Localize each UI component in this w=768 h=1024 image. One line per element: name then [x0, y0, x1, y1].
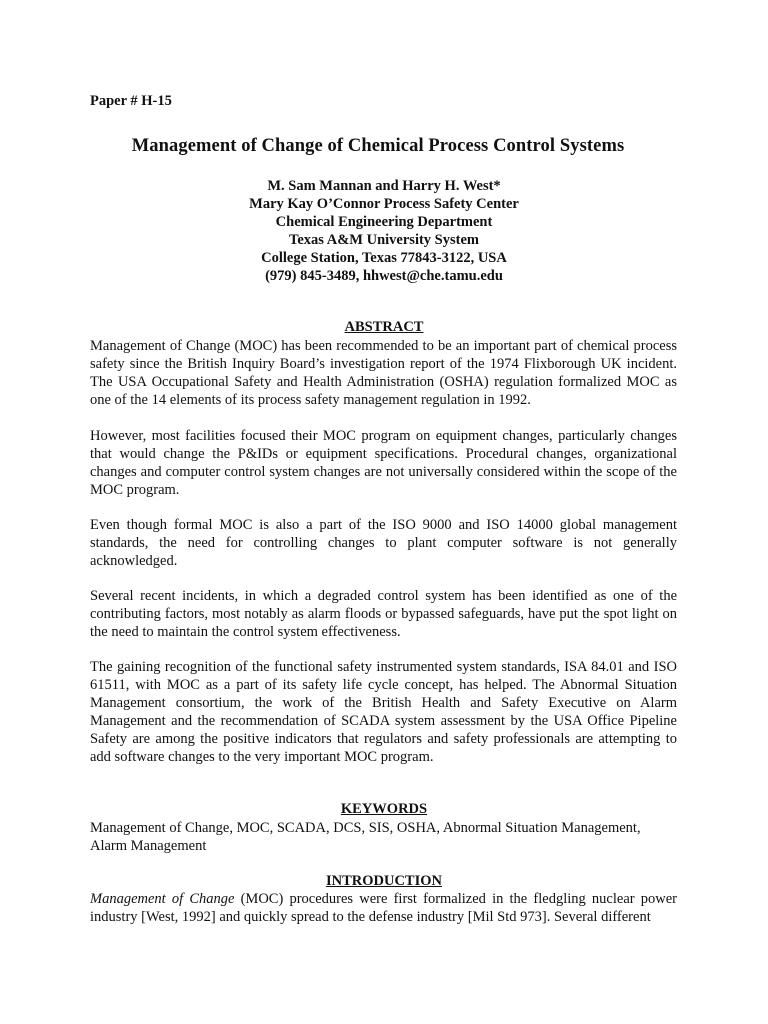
author-affiliation-center: Mary Kay O’Connor Process Safety Center — [249, 196, 519, 212]
author-affiliation-department: Chemical Engineering Department — [275, 214, 493, 230]
abstract-heading: ABSTRACT — [344, 319, 424, 335]
author-names: M. Sam Mannan and Harry H. West* — [267, 178, 501, 194]
author-address: College Station, Texas 77843-3122, USA — [261, 250, 507, 266]
author-affiliation-university: Texas A&M University System — [289, 232, 479, 248]
abstract-paragraph: Several recent incidents, in which a degraded control system has been identified as one of the contributing factors, most notably as alarm floods or bypassed safeguards, have put the spot light on the need to maintain the control system effectiveness. — [90, 588, 677, 640]
author-contact: (979) 845-3489, hhwest@che.tamu.edu — [265, 268, 503, 284]
introduction-heading: INTRODUCTION — [325, 873, 442, 889]
abstract-paragraph: Even though formal MOC is also a part of the ISO 9000 and ISO 14000 global management standards, the need for controlling changes to plant computer software is not generally acknowledged. — [90, 517, 677, 569]
abstract-paragraph: The gaining recognition of the functional safety instrumented system standards, ISA 84.01 and ISO 61511, with MOC as a part of its safety life cycle concept, has helped. The Abnormal Situation Management consortium, the work of the British Health and Safety Executive on Alarm Management and the recommendation of SCADA system assessment by the USA Office Pipeline Safety are among the positive indicators that regulators and safety professionals are attempting to add software changes to the very important MOC program. — [90, 659, 677, 765]
abstract-paragraph: However, most facilities focused their MOC program on equipment changes, particularly changes that would change the P&IDs or equipment specifications. Procedural changes, organizational changes and computer control system changes are not universally considered within the scope of the MOC program. — [90, 428, 677, 498]
abstract-paragraph: Management of Change (MOC) has been recommended to be an important part of chemical process safety since the British Inquiry Board’s investigation report of the 1974 Flixborough UK incident. The USA Occupational Safety and Health Administration (OSHA) regulation formalized MOC as one of the 14 elements of its process safety management regulation in 1992. — [90, 338, 677, 408]
paper-number: Paper # H-15 — [90, 93, 172, 109]
paper-title: Management of Change of Chemical Process Control Systems — [131, 136, 625, 156]
introduction-paragraph — [90, 890, 677, 926]
keywords-heading: KEYWORDS — [340, 801, 428, 817]
author-block — [0, 177, 768, 285]
introduction-italic-lead: Management of Change — [90, 891, 235, 907]
keywords-text: Management of Change, MOC, SCADA, DCS, SIS, OSHA, Abnormal Situation Management, Alarm Management — [90, 820, 641, 854]
introduction-text: (MOC) procedures were first formalized in the fledgling nuclear power industry [West, 1992] and quickly spread to the defense industry [Mil Std 973]. Several different — [90, 891, 678, 925]
